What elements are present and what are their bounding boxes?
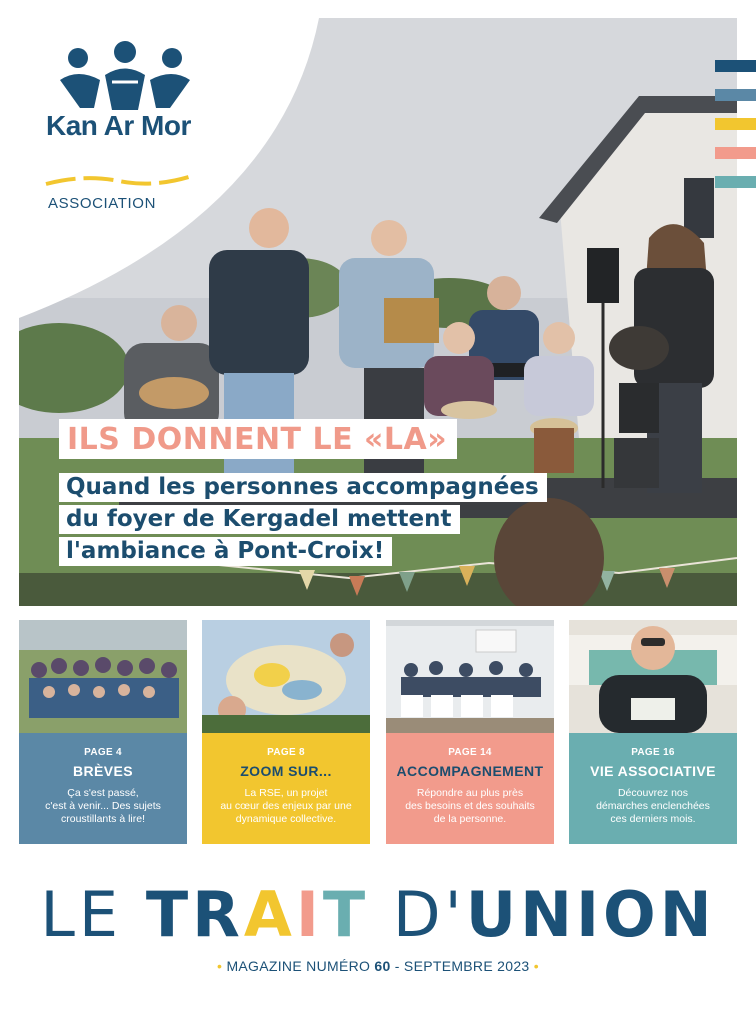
headline-line-3: l'ambiance à Pont-Croix! bbox=[59, 537, 392, 566]
card-zoom[interactable] bbox=[202, 620, 370, 844]
title-union: UNION bbox=[465, 878, 716, 951]
people-icon bbox=[50, 40, 200, 115]
association-logo bbox=[40, 40, 200, 220]
title-i: I bbox=[295, 878, 323, 951]
stripe-navy bbox=[715, 60, 756, 72]
issue-date: - SEPTEMBRE 2023 bbox=[394, 958, 530, 974]
card-panel bbox=[386, 733, 554, 844]
card-desc: La RSE, un projet au cœur des enjeux par une dynamique collective. bbox=[220, 787, 352, 825]
title-a: A bbox=[243, 878, 296, 951]
issue-info bbox=[0, 958, 756, 974]
card-panel bbox=[569, 733, 737, 844]
card-photo-group bbox=[19, 620, 187, 733]
card-title: ACCOMPAGNEMENT bbox=[396, 763, 544, 779]
card-title: ZOOM SUR... bbox=[240, 763, 332, 779]
title-t: T bbox=[322, 878, 370, 951]
stripe-yellow bbox=[715, 118, 756, 130]
card-page: PAGE 14 bbox=[448, 747, 492, 758]
title-d: D' bbox=[369, 878, 466, 951]
title-le: LE bbox=[40, 878, 146, 951]
card-photo-meeting bbox=[386, 620, 554, 733]
card-page: PAGE 8 bbox=[267, 747, 305, 758]
stripe-teal bbox=[715, 176, 756, 188]
issue-prefix: MAGAZINE NUMÉRO bbox=[226, 958, 371, 974]
headline-line-2: du foyer de Kergadel mettent bbox=[59, 505, 460, 534]
headline-line-1: Quand les personnes accompagnées bbox=[59, 473, 547, 502]
cover-kicker: ILS DONNENT LE «LA» bbox=[59, 419, 457, 459]
card-photo-portrait bbox=[569, 620, 737, 733]
card-panel bbox=[19, 733, 187, 844]
card-desc: Ça s'est passé, c'est à venir... Des sujets croustillants à lire! bbox=[45, 787, 161, 825]
card-photo-hands bbox=[202, 620, 370, 733]
card-accompagnement[interactable] bbox=[386, 620, 554, 844]
card-desc: Découvrez nos démarches enclenchées ces derniers mois. bbox=[596, 787, 710, 825]
card-panel bbox=[202, 733, 370, 844]
stripe-blue bbox=[715, 89, 756, 101]
card-page: PAGE 16 bbox=[631, 747, 675, 758]
bullet-icon: • bbox=[533, 958, 539, 974]
logo-name: Kan Ar Mor bbox=[46, 110, 191, 141]
magazine-title bbox=[0, 880, 756, 950]
stripe-salmon bbox=[715, 147, 756, 159]
card-breves[interactable] bbox=[19, 620, 187, 844]
card-title: VIE ASSOCIATIVE bbox=[590, 763, 716, 779]
logo-swoosh bbox=[44, 170, 194, 192]
issue-number: 60 bbox=[374, 958, 391, 974]
color-stripes bbox=[715, 60, 756, 205]
bullet-icon: • bbox=[217, 958, 223, 974]
card-page: PAGE 4 bbox=[84, 747, 122, 758]
title-tr: TR bbox=[145, 878, 244, 951]
logo-subtitle: ASSOCIATION bbox=[48, 195, 157, 212]
card-vie-associative[interactable] bbox=[569, 620, 737, 844]
card-title: BRÈVES bbox=[73, 763, 133, 779]
card-desc: Répondre au plus près des besoins et des souhaits de la personne. bbox=[405, 787, 535, 825]
